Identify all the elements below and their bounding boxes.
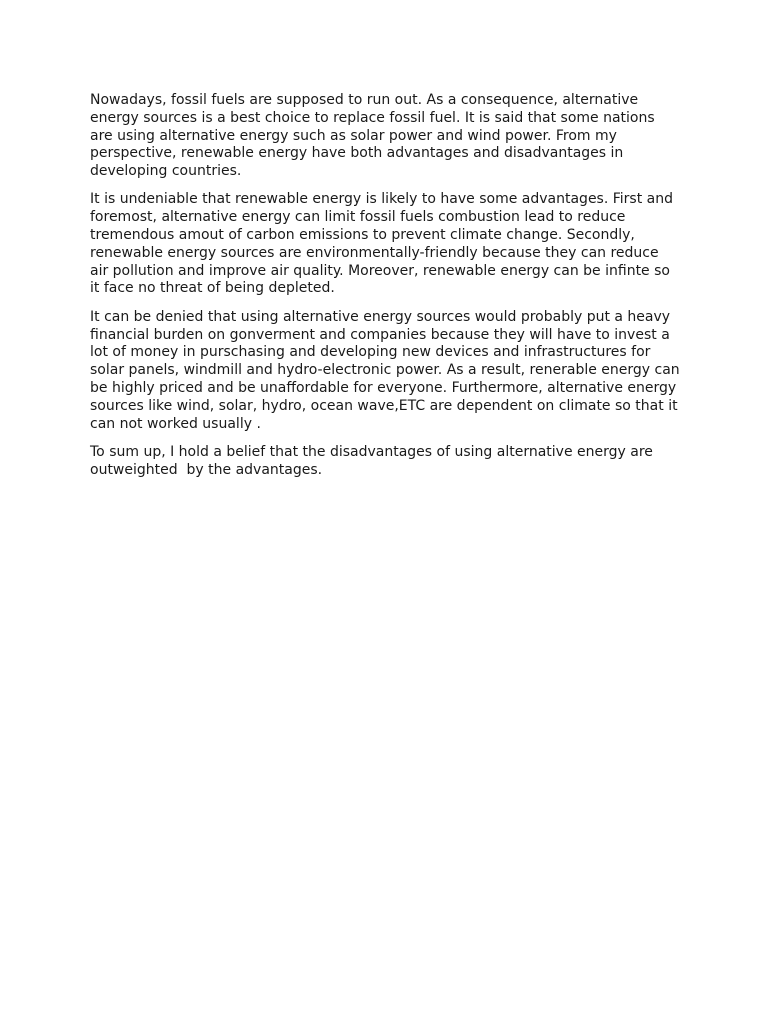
paragraph-introduction: Nowadays, fossil fuels are supposed to run out. As a consequence, alternative energy sources is a best choice to replace fossil fuel. It is said that some nations are using alternative energy such as solar power and wind power. From my perspective, renewable energy have both advantages and disadvantages in developing countries. xyxy=(90,92,660,180)
paragraph-disadvantages: It can be denied that using alternative energy sources would probably put a heavy financial burden on gonverment and companies because they will have to invest a lot of money in purschasing and developing new devices and infrastructures for solar panels, windmill and hydro-electronic power. As a result, renerable energy can be highly priced and be unaffordable for everyone. Furthermore, alternative energy sources like wind, solar, hydro, ocean wave,ETC are dependent on climate so that it can not worked usually . xyxy=(90,308,685,432)
document-body xyxy=(90,92,685,490)
paragraph-conclusion: To sum up, I hold a belief that the disadvantages of using alternative energy are outweighted by the advantages. xyxy=(90,443,658,478)
paragraph-advantages: It is undeniable that renewable energy is likely to have some advantages. First and foremost, alternative energy can limit fossil fuels combustion lead to reduce tremendous amout of carbon emissions to prevent climate change. Secondly, renewable energy sources are environmentally-friendly because they can reduce air pollution and improve air quality. Moreover, renewable energy can be infinte so it face no threat of being depleted. xyxy=(90,191,678,297)
